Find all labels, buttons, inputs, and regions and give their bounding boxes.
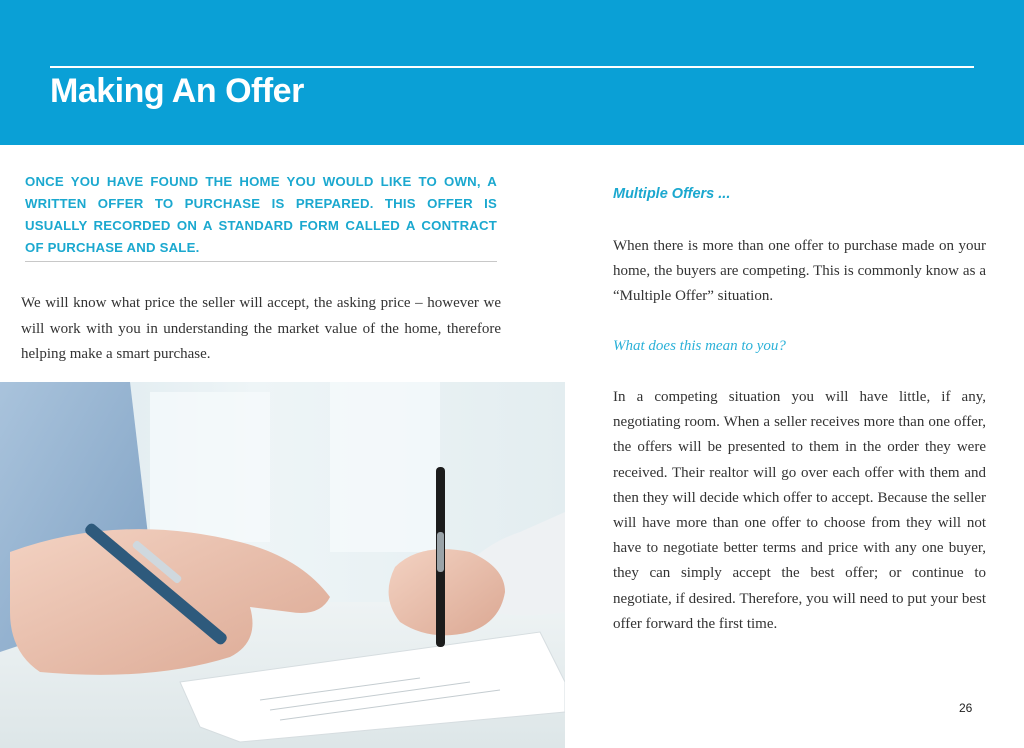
header-divider	[50, 66, 974, 68]
competing-situation-paragraph: In a competing situation you will have little, if any, negotiating room. When a seller receives more than one offer, the offers will be presented to them in the order they were received. Their realtor will go over each offer with them and then they will decide which offer to accept. Because the seller will have more than one offer to choose from they will not have to negotiate better terms and price with any one buyer, they can simply accept the best offer; or continue to negotiate, if desired. Therefore, you will need to put your best offer forward the first time.	[613, 389, 986, 632]
page-number: 26	[959, 701, 973, 715]
what-does-this-mean-heading: What does this mean to you?	[613, 338, 786, 354]
page-title: Making An Offer	[50, 72, 304, 110]
callout-divider	[25, 261, 497, 262]
seller-price-paragraph: We will know what price the seller will accept, the asking price – however we will work with you in understanding the market value of the home, therefore helping make a smart purchase.	[21, 295, 501, 362]
intro-callout: ONCE YOU HAVE FOUND THE HOME YOU WOULD LIKE TO OWN, A WRITTEN OFFER TO PURCHASE IS PREPARED. THIS OFFER IS USUALLY RECORDED ON A STANDARD FORM CALLED A CONTRACT OF PURCHASE AND SALE.	[25, 174, 497, 255]
multiple-offers-paragraph: When there is more than one offer to purchase made on your home, the buyers are competing. This is commonly know as a “Multiple Offer” situation.	[613, 238, 986, 305]
signing-contract-photo	[0, 382, 565, 748]
multiple-offers-heading: Multiple Offers ...	[613, 186, 731, 202]
